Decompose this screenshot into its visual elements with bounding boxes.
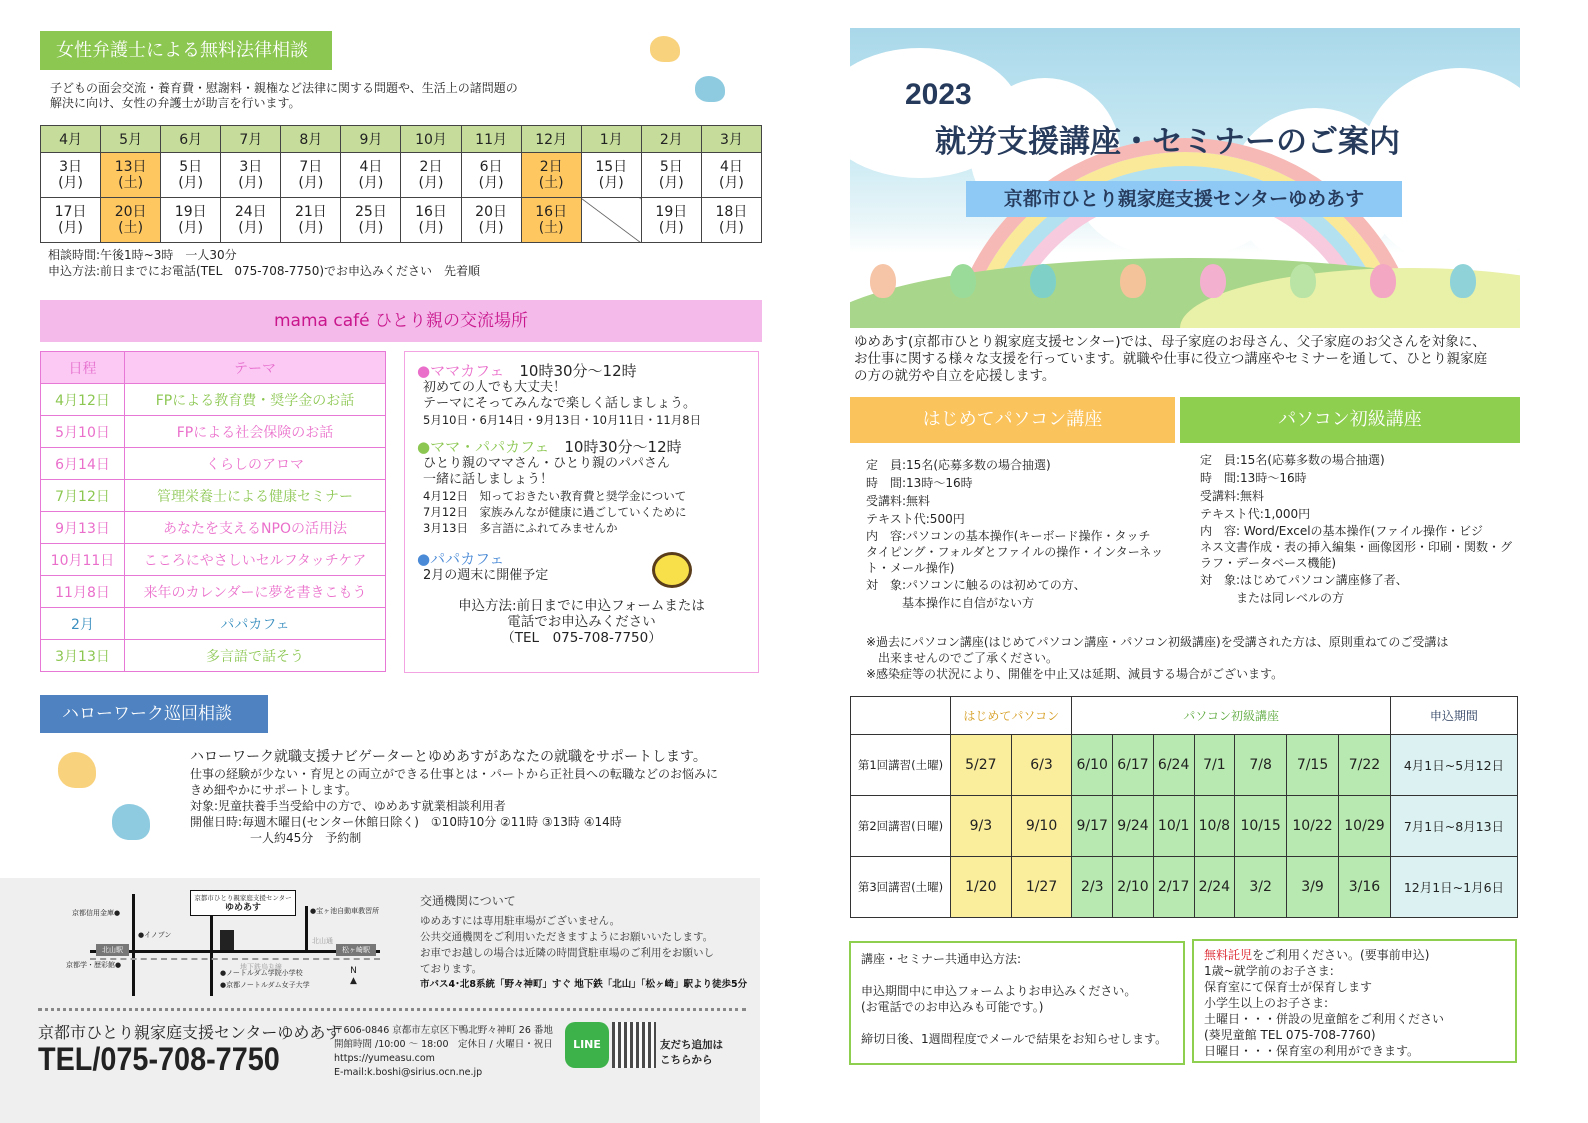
hero-year: 2023: [905, 78, 972, 111]
month-cell: 5月: [101, 126, 161, 153]
bee-icon: [652, 552, 692, 588]
date-cell: 4日 (月): [701, 153, 761, 198]
beginner-course-heading: はじめてパソコン講座: [850, 397, 1175, 443]
cafe-details-box: ●ママカフェ 10時30分～12時 初めての人でも大丈夫！ テーマにそってみんなで楽しく話しましょう。 5月10日・6月14日・9月13日・10月11日・11月8日 ●ママ・パパカフェ 10時30分～12時 ひとり親のママさん・ひとり親のパパさん 一緒に話しましょう！ 4月12日 知っておきたい教育費と奨学金について 7月12日 家族みんなが健康に過ごしていくために 3月13日 多言語にふれてみませんか ●パパカフェ 2月の週末に開催予定 申込方法:前日までに申込フォームまたは 電話でお申込みください （TEL 075-708-7750）: [404, 351, 759, 673]
date-cell: 24日 (月): [221, 198, 281, 243]
table-row: 5月10日 FPによる社会保険のお話: [41, 416, 386, 448]
date-cell: 16日 (月): [401, 198, 461, 243]
date-cell: 5日 (月): [161, 153, 221, 198]
course-notes: ※過去にパソコン講座(はじめてパソコン講座・パソコン初級講座)を受講された方は、原則重ねてのご受講は 出来ませんのでご了承ください。 ※感染症等の状況により、開催を中止又は延期、減員する場合がございます。: [866, 635, 1449, 681]
date-row-1: [41, 153, 762, 198]
month-header-row: [41, 126, 762, 153]
course-schedule-table: [850, 696, 1518, 918]
email-link[interactable]: E-mail:k.boshi@sirius.ocn.ne.jp: [334, 1067, 483, 1078]
table-row: 9月13日 あなたを支えるNPOの活用法: [41, 512, 386, 544]
mama-papa-cafe-title: ●ママ・パパカフェ 10時30分～12時: [417, 438, 682, 456]
date-cell: 19日 (月): [161, 198, 221, 243]
table-row: 第1回講習(土曜) 5/27 6/3 6/10 6/17 6/24 7/1 7/8 7/15 7/22 4月1日~5月12日: [851, 735, 1518, 796]
date-cell-saturday: 2日 (土): [521, 153, 581, 198]
hero-subtitle: 京都市ひとり親家庭支援センターゆめあす: [966, 181, 1402, 217]
month-cell: 3月: [701, 126, 761, 153]
mama-cafe-title: ●ママカフェ 10時30分～12時: [417, 362, 637, 380]
date-row-2: [41, 198, 762, 243]
date-cell: 21日 (月): [281, 198, 341, 243]
qr-code-icon[interactable]: [612, 1022, 656, 1068]
date-cell: 6日 (月): [461, 153, 521, 198]
col-header-theme: テーマ: [125, 352, 386, 384]
month-cell: 10月: [401, 126, 461, 153]
empty-slash-cell: [581, 198, 641, 243]
legal-intro: 子どもの面会交流・養育費・慰謝料・親権など法律に関する問題や、生活上の諸問題の 解決に向け、女性の弁護士が助言を行います。: [50, 81, 518, 110]
childcare-box: 無料託児をご利用ください。(要事前申込) 1歳~就学前のお子さま: 保育室にて保育士が保育します 小学生以上のお子さま: 土曜日・・・併設の児童館をご利用ください (葵児童館 TEL 075-708-7760) 日曜日・・・保育室の利用ができます。: [1192, 939, 1517, 1063]
papa-cafe-title: ●パパカフェ: [417, 550, 505, 568]
date-cell: 2日 (月): [401, 153, 461, 198]
date-cell: 18日 (月): [701, 198, 761, 243]
date-cell: 25日 (月): [341, 198, 401, 243]
table-row: 第2回講習(日曜) 9/3 9/10 9/17 9/24 10/1 10/8 10/15 10/22 10/29 7月1日~8月13日: [851, 796, 1518, 857]
date-cell: 5日 (月): [641, 153, 701, 198]
table-row: 10月11日 こころにやさしいセルフタッチケア: [41, 544, 386, 576]
table-row: 7月12日 管理栄養士による健康セミナー: [41, 480, 386, 512]
month-cell: 6月: [161, 126, 221, 153]
mama-cafe-heading: mama café ひとり親の交流場所: [40, 300, 762, 342]
cafe-schedule-table: [40, 351, 386, 672]
date-cell-saturday: 16日 (土): [521, 198, 581, 243]
org-name: 京都市ひとり親家庭支援センターゆめあす: [38, 1023, 342, 1042]
table-row: 6月14日 くらしのアロマ: [41, 448, 386, 480]
date-cell-saturday: 13日 (土): [101, 153, 161, 198]
col-header-period: 申込期間: [1390, 697, 1517, 735]
table-row: 3月13日 多言語で話そう: [41, 640, 386, 672]
month-cell: 12月: [521, 126, 581, 153]
month-cell: 8月: [281, 126, 341, 153]
date-cell: 15日 (月): [581, 153, 641, 198]
date-cell: 3日 (月): [41, 153, 101, 198]
date-cell: 20日 (月): [461, 198, 521, 243]
legal-notes: 相談時間:午後1時~3時 一人30分 申込方法:前日までにお電話(TEL 075-708-7750)でお申込みください 先着順: [48, 248, 481, 278]
beginner-course-info: 定 員:15名(応募多数の場合抽選) 時 間:13時～16時 受講料:無料 テキスト代:500円 内 容:パソコンの基本操作(キーボード操作・タッチ タイピング・フォルダとファイルの操作・インターネッ ト・メール操作) 対 象:パソコンに触るのは初めての方、 基本操作に自信がない方: [866, 458, 1164, 610]
date-cell: 3日 (月): [221, 153, 281, 198]
date-cell: 4日 (月): [341, 153, 401, 198]
table-row: 4月12日 FPによる教育費・奨学金のお話: [41, 384, 386, 416]
month-cell: 7月: [221, 126, 281, 153]
hero-title: 就労支援講座・セミナーのご案内: [935, 124, 1400, 160]
col-header-beginner: はじめてパソコン: [951, 697, 1072, 735]
center-description: ゆめあす(京都市ひとり親家庭支援センター)では、母子家庭のお母さん、父子家庭のお父さんを対象に、 お仕事に関する様々な支援を行っています。就職や仕事に役立つ講座やセミナーを通して、ひとり親家庭 の方の就労や自立を応援します。: [854, 334, 1488, 384]
building-icon: [220, 930, 234, 950]
hellowork-description: ハローワーク就職支援ナビゲーターとゆめあすがあなたの就職をサポートします。 仕事の経験が少ない・育児との両立ができる仕事とは・パートから正社員への転職などのお悩みに きめ細やかにサポートします。 対象:児童扶養手当受給中の方で、ゆめあす就業相談利用者 開催日時:毎週木曜日(センター休館日除く) ①10時10分 ②11時 ③13時 ④14時 一人約45分 予約制: [190, 749, 719, 845]
apply-method-box: 講座・セミナー共通申込方法: 申込期間中に申込フォームよりお申込みください。 (お電話でのお申込みも可能です。) 締切日後、1週間程度でメールで結果をお知らせします。: [849, 941, 1185, 1065]
col-header-basic: パソコン初級講座: [1072, 697, 1390, 735]
date-cell: 17日 (月): [41, 198, 101, 243]
hellowork-heading: ハローワーク巡回相談: [40, 695, 268, 733]
bird-icon: [650, 36, 680, 62]
month-cell: 2月: [641, 126, 701, 153]
table-row: 2月 パパカフェ: [41, 608, 386, 640]
bird-icon: [112, 804, 150, 840]
schedule-header-row: [851, 697, 1518, 735]
north-icon: N ▲: [350, 966, 357, 986]
table-row: 第3回講習(土曜) 1/20 1/27 2/3 2/10 2/17 2/24 3/2 3/9 3/16 12月1日~1月6日: [851, 857, 1518, 918]
month-cell: 1月: [581, 126, 641, 153]
basic-course-info: 定 員:15名(応募多数の場合抽選) 時 間:13時～16時 受講料:無料 テキスト代:1,000円 内 容: Word/Excelの基本操作(ファイル操作・ビジ ネス文書作成・表の挿入編集・画像図形・印刷・関数・グ ラフ・データベース機能) 対 象:はじめてパソコン講座修了者、 または同レベルの方: [1200, 453, 1513, 605]
bird-icon: [695, 76, 725, 102]
hero-banner: [850, 28, 1520, 328]
month-cell: 4月: [41, 126, 101, 153]
line-add-friend-text: 友だち追加は こちらから: [660, 1039, 723, 1066]
table-row: 11月8日 来年のカレンダーに夢を書きこもう: [41, 576, 386, 608]
col-header-date: 日程: [41, 352, 125, 384]
month-cell: 9月: [341, 126, 401, 153]
phone-number: TEL/075-708-7750: [38, 1041, 280, 1077]
basic-course-heading: パソコン初級講座: [1180, 397, 1520, 443]
line-icon[interactable]: LINE: [565, 1022, 609, 1068]
website-link[interactable]: https://yumeasu.com: [334, 1053, 435, 1064]
divider: [38, 1008, 746, 1011]
date-cell: 19日 (月): [641, 198, 701, 243]
access-map: 京都市ひとり親家庭支援センター ゆめあす 京都信用金庫● ●イノブン 京都学・歴彩館● ●宝ヶ池自動車教習所 ●ノートルダム学院小学校 ●京都ノートルダム女子大学 北山駅 松ヶ崎駅 北山通 地下鉄烏丸線 N ▲: [60, 886, 400, 996]
bird-icon: [58, 752, 96, 788]
date-cell-saturday: 20日 (土): [101, 198, 161, 243]
contact-info: 〒606-0846 京都市左京区下鴨北野々神町 26 番地 開館時間 /10:00 ～ 18:00 定休日 / 火曜日・祝日 https://yumeasu.com E-mail:k.boshi@sirius.ocn.ne.jp: [334, 1025, 553, 1078]
date-cell: 7日 (月): [281, 153, 341, 198]
legal-consult-heading: 女性弁護士による無料法律相談: [40, 31, 332, 70]
legal-schedule-table: [40, 125, 762, 243]
month-cell: 11月: [461, 126, 521, 153]
transit-info: 交通機関について ゆめあすには専用駐車場がございません。 公共交通機関をご利用いただきますようにお願いいたします。 お車でお越しの場合は近隣の時間貸駐車場のご利用をお願いし ております。 市バス4･北8系統「野々神町」すぐ 地下鉄「北山」「松ヶ崎」駅より徒歩5分: [420, 894, 748, 990]
